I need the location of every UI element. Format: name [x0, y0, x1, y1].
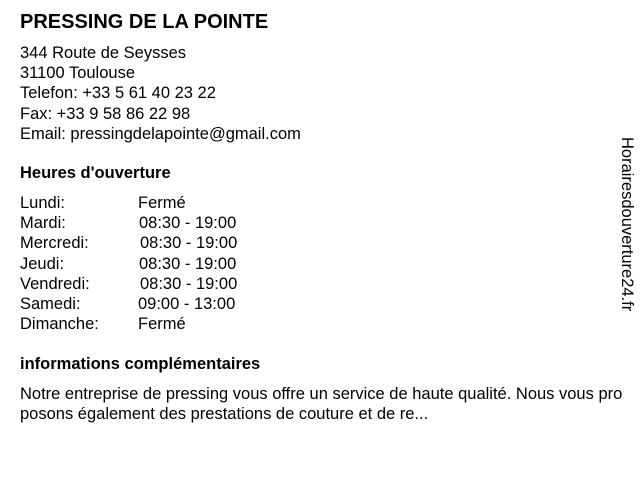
contact-block — [20, 43, 301, 144]
site-watermark: Horairesdouverture24.fr — [618, 137, 636, 312]
hours-day: Mercredi: — [20, 234, 89, 253]
hours-time: 08:30 - 19:00 — [140, 234, 238, 253]
hours-time: 08:30 - 19:00 — [139, 214, 237, 233]
hours-row — [20, 254, 320, 274]
business-name: PRESSING DE LA POINTE — [20, 11, 269, 33]
address-line-1: 344 Route de Seysses — [20, 44, 187, 62]
hours-time: 08:30 - 19:00 — [140, 274, 238, 293]
hours-row — [20, 213, 320, 233]
fax-number: Fax: +33 9 58 86 22 98 — [20, 104, 191, 123]
hours-day: Samedi: — [20, 294, 81, 313]
info-heading: informations complémentaires — [20, 355, 261, 373]
hours-day: Jeudi: — [20, 254, 65, 273]
hours-heading: Heures d'ouverture — [20, 164, 171, 182]
hours-day: Dimanche: — [20, 315, 99, 334]
hours-time: Fermé — [138, 315, 186, 334]
phone-number[interactable]: Telefon: +33 5 61 40 23 22 — [20, 84, 216, 103]
hours-day: Vendredi: — [20, 274, 90, 293]
address-line-2: 31100 Toulouse — [20, 64, 135, 83]
info-description: Notre entreprise de pressing vous offre un service de haute qualité. Nous vous proposons également des prestations de couture et de re... — [20, 385, 623, 424]
hours-table — [20, 193, 320, 334]
hours-time: 09:00 - 13:00 — [138, 294, 236, 313]
hours-time: 08:30 - 19:00 — [139, 254, 237, 273]
hours-time: Fermé — [138, 194, 186, 212]
email-address[interactable]: Email: pressingdelapointe@gmail.com — [20, 124, 301, 143]
hours-row — [20, 274, 320, 294]
hours-row — [20, 314, 320, 334]
hours-row — [20, 294, 320, 314]
hours-day: Mardi: — [20, 214, 66, 233]
hours-row — [20, 193, 320, 213]
hours-row — [20, 233, 320, 253]
hours-day: Lundi: — [20, 194, 65, 212]
